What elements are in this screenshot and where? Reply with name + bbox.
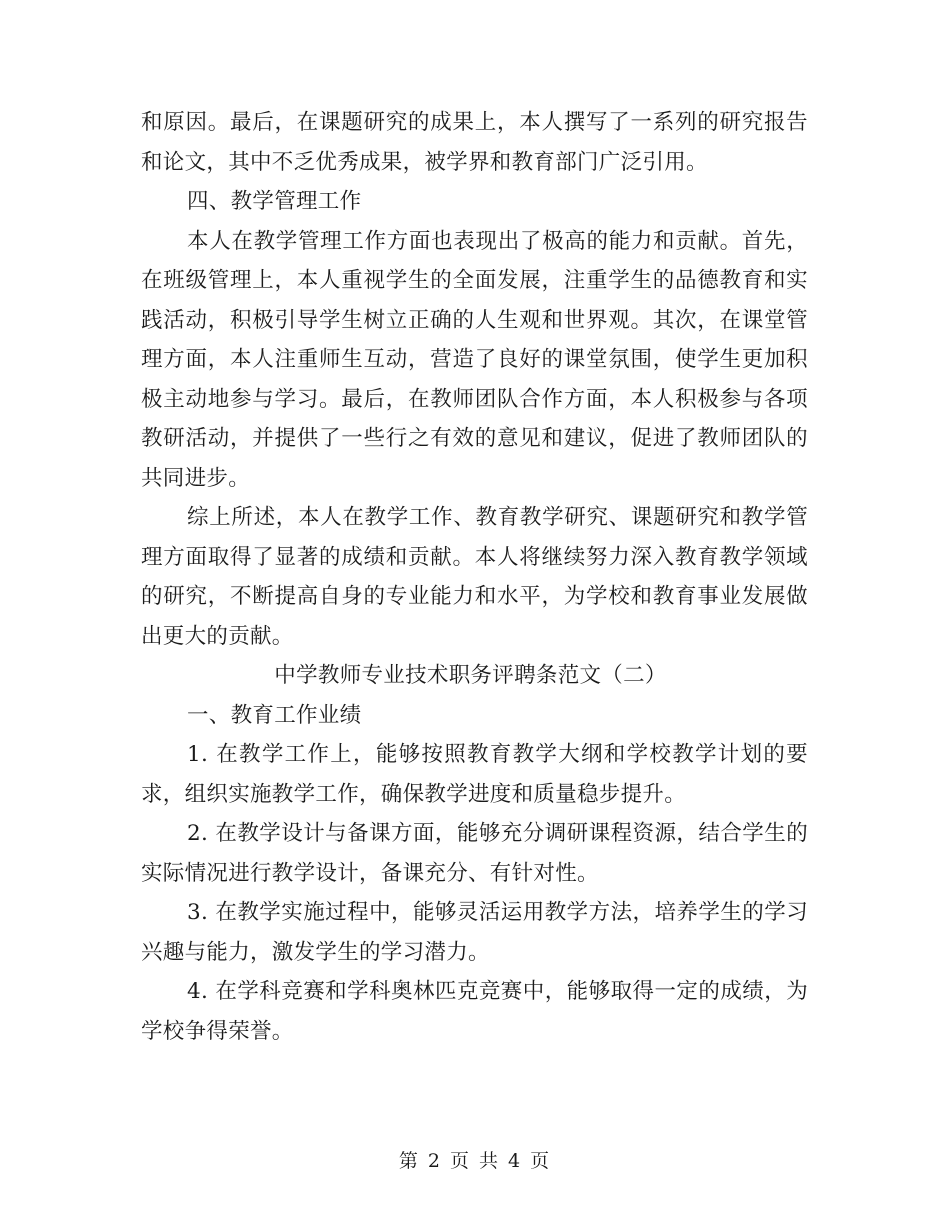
list-item-line: 2. 在教学设计与备课方面，能够充分调研课程资源，结合学生的 xyxy=(187,821,808,846)
list-item-line: 1. 在教学工作上，能够按照教育教学大纲和学校教学计划的要 xyxy=(187,742,808,767)
paragraph-line: 和原因。最后，在课题研究的成果上，本人撰写了一系列的研究报告 xyxy=(141,110,808,135)
paragraph-line: 综上所述，本人在教学工作、教育教学研究、课题研究和教学管 xyxy=(187,505,808,530)
list-item-line: 4. 在学科竞赛和学科奥林匹克竞赛中，能够取得一定的成绩，为 xyxy=(187,979,808,1004)
paragraph-line: 极主动地参与学习。最后，在教师团队合作方面，本人积极参与各项 xyxy=(141,386,808,412)
list-item-line: 3. 在教学实施过程中，能够灵活运用教学方法，培养学生的学习 xyxy=(187,900,808,925)
document-body xyxy=(141,103,808,1051)
paragraph-line: 理方面取得了显著的成绩和贡献。本人将继续努力深入教育教学领域 xyxy=(141,544,808,570)
page-number-footer: 第 2 页 共 4 页 xyxy=(398,1150,552,1172)
paragraph-line: 理方面，本人注重师生互动，营造了良好的课堂氛围，使学生更加积 xyxy=(141,347,808,372)
paragraph-line: 在班级管理上，本人重视学生的全面发展，注重学生的品德教育和实 xyxy=(141,268,808,293)
section-heading: 一、教育工作业绩 xyxy=(187,702,362,728)
list-item-line: 实际情况进行教学设计，备课充分、有针对性。 xyxy=(141,860,599,886)
paragraph-line: 教研活动，并提供了一些行之有效的意见和建议，促进了教师团队的 xyxy=(141,426,808,451)
document-title: 中学教师专业技术职务评聘条范文（二） xyxy=(274,663,667,688)
section-heading: 四、教学管理工作 xyxy=(187,189,362,214)
paragraph-line: 和论文，其中不乏优秀成果，被学界和教育部门广泛引用。 xyxy=(141,149,708,175)
paragraph-line: 共同进步。 xyxy=(141,465,251,491)
paragraph-line: 出更大的贡献。 xyxy=(141,623,294,649)
list-item-line: 求，组织实施教学工作，确保教学进度和质量稳步提升。 xyxy=(141,781,687,807)
paragraph-line: 践活动，积极引导学生树立正确的人生观和世界观。其次，在课堂管 xyxy=(141,307,808,333)
paragraph-line: 的研究，不断提高自身的专业能力和水平，为学校和教育事业发展做 xyxy=(141,584,808,609)
paragraph-line: 本人在教学管理工作方面也表现出了极高的能力和贡献。首先， xyxy=(187,228,808,254)
list-item-line: 学校争得荣誉。 xyxy=(141,1018,294,1044)
list-item-line: 兴趣与能力，激发学生的学习潜力。 xyxy=(141,939,490,965)
